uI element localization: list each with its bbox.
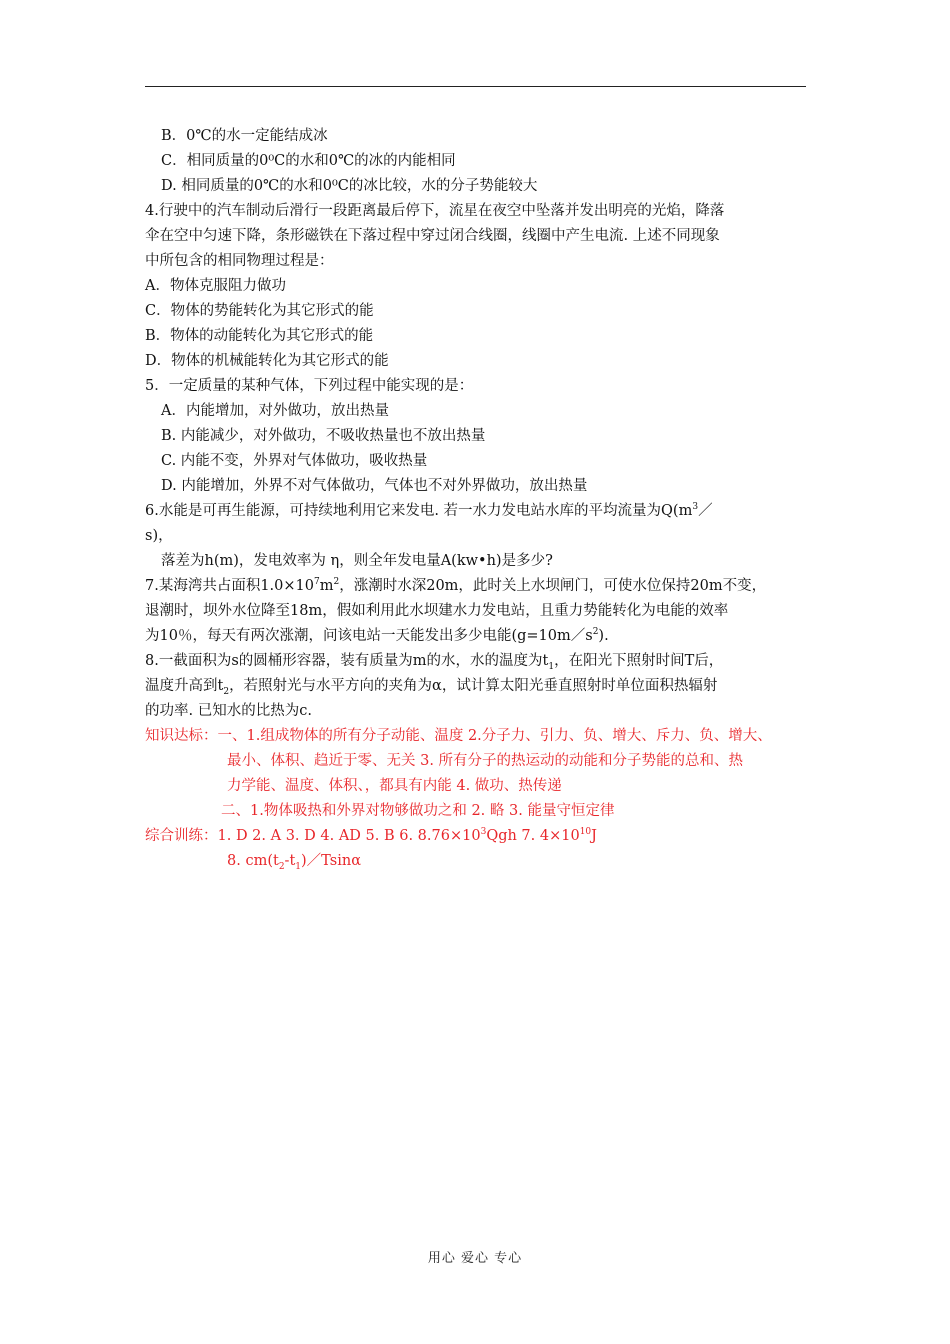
q7-line-3: 为10％，每天有两次涨潮，问该电站一天能发出多少电能$(g=10m/s^2)$. (145, 627, 609, 644)
q4-option-b: B．物体的动能转化为其它形式的能 (145, 328, 374, 344)
q4-option-a: A．物体克服阻力做功 (145, 278, 286, 294)
q8-line-3: 的功率. 已知水的比热为c. (145, 703, 312, 719)
q4-stem-3: 中所包含的相同物理过程是： (145, 253, 334, 269)
q7-line-1: 7.某海湾共占面积$1.0\times 10^7m^2$，涨潮时水深20m，此时关上水坝闸门，可使水位保持20m不变， (145, 577, 767, 594)
q5-stem: 5．一定质量的某种气体，下列过程中能实现的是： (145, 378, 474, 394)
q5-option-a: A．内能增加，对外做功，放出热量 (161, 403, 389, 419)
q8-line-2: 温度升高到$t_2$，若照射光与水平方向的夹角为α，试计算太阳光垂直照射时单位面积热辐射 (145, 678, 718, 697)
answers-knowledge-4: 二、1.物体吸热和外界对物够做功之和 2. 略 3. 能量守恒定律 (221, 803, 615, 819)
answers-practice-2: 8. $cm(t_2-t_1)/Tsin\alpha$ (227, 853, 361, 872)
option-q3-c: C．相同质量的0⁰C的水和0℃的冰的内能相同 (161, 153, 456, 169)
option-q3-d: D. 相同质量的0℃的水和0⁰C的冰比较，水的分子势能较大 (161, 178, 538, 194)
answers-knowledge-1: 知识达标：一、1.组成物体的所有分子动能、温度 2.分子力、引力、负、增大、斥力、负、增大、 (145, 728, 772, 744)
q4-option-d: D．物体的机械能转化为其它形式的能 (145, 353, 389, 369)
q7-line-2: 退潮时，坝外水位降至18m，假如利用此水坝建水力发电站，且重力势能转化为电能的效率 (145, 603, 729, 619)
answers-knowledge-3: 力学能、温度、体积、，都具有内能 4. 做功、热传递 (227, 778, 562, 794)
page-footer: 用心 爱心 专心 (427, 1251, 523, 1266)
answers-practice-1: 综合训练：1. D 2. A 3. D 4. AD 5. B 6. $8.76\times 10^3Qgh$ 7. $4\times 10^{10}J$ (145, 827, 597, 844)
q4-stem-1: 4.行驶中的汽车制动后滑行一段距离最后停下，流星在夜空中坠落并发出明亮的光焰，降落 (145, 203, 725, 219)
q6-line-1: 6.水能是可再生能源，可持续地利用它来发电. 若一水力发电站水库的平均流量为$Q(m^3/$ (145, 502, 713, 519)
q5-option-c: C. 内能不变，外界对气体做功，吸收热量 (161, 453, 428, 469)
q5-option-d: D. 内能增加，外界不对气体做功，气体也不对外界做功，放出热量 (161, 478, 588, 494)
q4-stem-2: 伞在空中匀速下降，条形磁铁在下落过程中穿过闭合线圈，线圈中产生电流. 上述不同现象 (145, 228, 720, 244)
q8-line-1: 8.一截面积为s的圆桶形容器，装有质量为m的水，水的温度为$t_1$，在阳光下照射时间T后， (145, 653, 724, 672)
q6-line-3: 落差为h(m)，发电效率为 η，则全年发电量A(kw•h)是多少? (161, 553, 553, 569)
q4-option-c: C．物体的势能转化为其它形式的能 (145, 303, 374, 319)
q5-option-b: B. 内能减少，对外做功，不吸收热量也不放出热量 (161, 428, 486, 444)
option-q3-b: B．0℃的水一定能结成冰 (161, 128, 328, 144)
document-body (145, 124, 815, 874)
q6-line-2: s)， (145, 528, 173, 544)
header-rule (145, 86, 806, 87)
answers-knowledge-2: 最小、体积、趋近于零、无关 3. 所有分子的热运动的动能和分子势能的总和、热 (227, 753, 744, 769)
